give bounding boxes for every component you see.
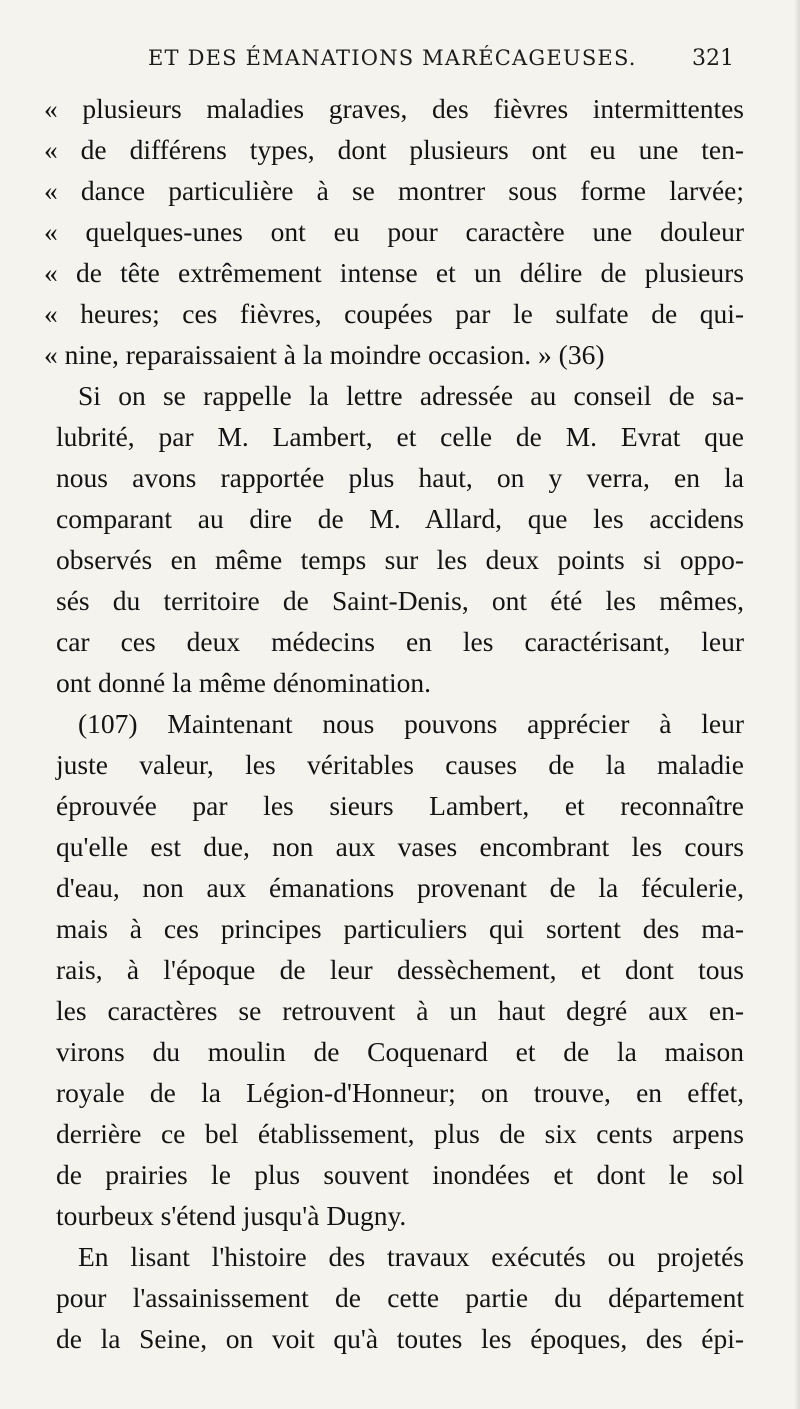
quotation-paragraph [44,88,744,375]
page-header [0,44,800,80]
text-line: tourbeux s'étend jusqu'à Dugny. [56,1200,407,1231]
text-line: En lisant l'histoire des travaux exécutés ou projetés [78,1241,744,1272]
page-edge-shadow [794,0,800,1409]
text-line: rais, à l'époque de leur dessèchement, et dont tous [56,954,744,985]
text-line: virons du moulin de Coquenard et de la maison [56,1036,744,1067]
text-line: « plusieurs maladies graves, des fièvres intermittentes [44,93,744,124]
text-line: observés en même temps sur les deux points si oppo- [56,544,744,575]
running-title: ET DES ÉMANATIONS MARÉCAGEUSES. [148,46,637,70]
text-line: pour l'assainissement de cette partie du département [56,1282,744,1313]
page-number: 321 [692,46,734,71]
text-line: les caractères se retrouvent à un haut degré aux en- [56,995,744,1026]
text-line: « dance particulière à se montrer sous forme larvée; [44,175,744,206]
text-line: nous avons rapportée plus haut, on y verra, en la [56,462,744,493]
text-line: car ces deux médecins en les caractérisant, leur [56,626,744,657]
text-line: qu'elle est due, non aux vases encombrant les cours [56,831,744,862]
paragraph [56,375,744,703]
text-line: royale de la Légion-d'Honneur; on trouve, en effet, [56,1077,744,1108]
text-line: « de différens types, dont plusieurs ont eu une ten- [44,134,744,165]
body-text [44,88,744,1359]
text-line: (107) Maintenant nous pouvons apprécier à leur [78,708,744,739]
text-line: « quelques-unes ont eu pour caractère une douleur [44,216,744,247]
text-line: mais à ces principes particuliers qui sortent des ma- [56,913,744,944]
text-line: lubrité, par M. Lambert, et celle de M. Evrat que [56,421,744,452]
text-line: sés du territoire de Saint-Denis, ont été les mêmes, [56,585,744,616]
paragraph [56,1236,744,1359]
text-line: juste valeur, les véritables causes de la maladie [56,749,744,780]
text-line: « de tête extrêmement intense et un délire de plusieurs [44,257,744,288]
text-line: « heures; ces fièvres, coupées par le sulfate de qui- [44,298,744,329]
text-line: ont donné la même dénomination. [56,667,431,698]
text-line: « nine, reparaissaient à la moindre occasion. » (36) [44,339,605,370]
text-line: de la Seine, on voit qu'à toutes les époques, des épi- [56,1323,744,1354]
text-line: comparant au dire de M. Allard, que les accidens [56,503,744,534]
paragraph-107 [56,703,744,1236]
text-line: Si on se rappelle la lettre adressée au conseil de sa- [78,380,744,411]
text-line: derrière ce bel établissement, plus de six cents arpens [56,1118,744,1149]
text-line: éprouvée par les sieurs Lambert, et reconnaître [56,790,744,821]
text-line: d'eau, non aux émanations provenant de la féculerie, [56,872,744,903]
text-line: de prairies le plus souvent inondées et dont le sol [56,1159,744,1190]
